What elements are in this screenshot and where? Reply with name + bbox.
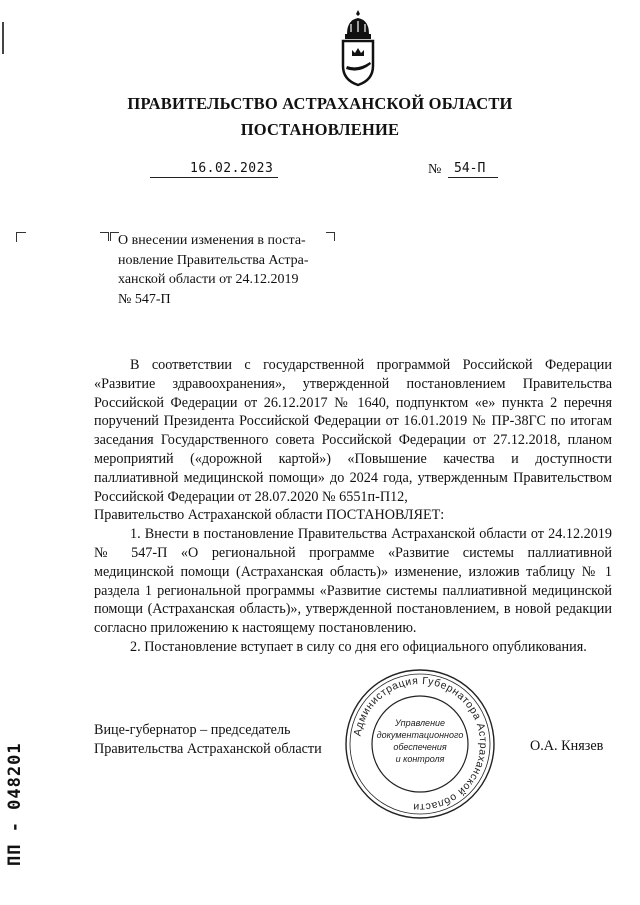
subject-line: ханской области от 24.12.2019 [118,272,299,287]
number-label: № [428,162,442,177]
subject-line: новление Правительства Астра- [118,252,309,268]
document-type: ПОСТАНОВЛЕНИЕ [240,120,400,139]
resolution-line: Правительство Астраханской области ПОСТАНОВЛЯЕТ: [94,507,445,524]
subject-block [118,231,332,309]
coat-of-arms-icon [333,8,383,88]
date-field [150,160,278,178]
stamp-ring-text: Администрация Губернатора Астраханской области [351,674,490,814]
clause-2: 2. Постановление вступает в силу со дня его официального опубликования. [130,638,587,655]
signatory-name: О.А. Князев [530,738,604,754]
document-body [94,356,612,657]
document-number: 54-П [454,161,486,176]
corner-mark [16,232,26,242]
signatory-title-line: Вице-губернатор – председатель [94,722,291,738]
preamble-paragraph: В соответствии с государственной программой Российской Федерации «Развитие здравоохранения», утвержденной постановлением Правительства Российской Федерации от 26.12.2017 № 1640, подпунктом «е» пункта 2 перечня поручений Президента Российской Федерации от 16.01.2019 № ПР-38ГС по итогам заседания Государственного совета Российской Федерации от 27.12.2018, планом мероприятий («дорожной картой») «Повышение качества и доступности паллиативной медицинской помощи» до 2024 года, утвержденным Правительством Российской Федерации от 28.07.2020 № 6551п-П12, [94,357,612,505]
signatory-title-line: Правительства Астраханской области [94,741,322,757]
serial-number [3,718,25,868]
signatory-title [94,721,322,759]
official-stamp [340,664,500,824]
number-field [448,160,498,178]
subject-line: О внесении изменения в поста- [118,233,306,248]
stamp-line: документационного [376,730,464,740]
stamp-line: Управление [394,718,446,728]
stamp-line: и контроля [395,754,445,764]
stamp-line: обеспечения [393,742,447,752]
subject-bracket [100,232,109,241]
clause-1: 1. Внести в постановление Правительства Астраханской области от 24.12.2019 № 547-П «О региональной программе «Развитие системы паллиативной медицинской помощи (Астраханская область)» изменение, изложив таблицу № 1 раздела 1 региональной программы «Развитие системы паллиативной медицинской помощи (Астраханская область)», утвержденной постановлением, в новой редакции согласно приложению к настоящему постановлению. [94,526,612,637]
document-date: 16.02.2023 [190,161,274,176]
binding-mark [2,22,4,54]
serial-number-text: ПП - 048201 [5,742,25,866]
government-name: ПРАВИТЕЛЬСТВО АСТРАХАНСКОЙ ОБЛАСТИ [127,94,513,113]
subject-line: № 547-П [118,291,171,307]
